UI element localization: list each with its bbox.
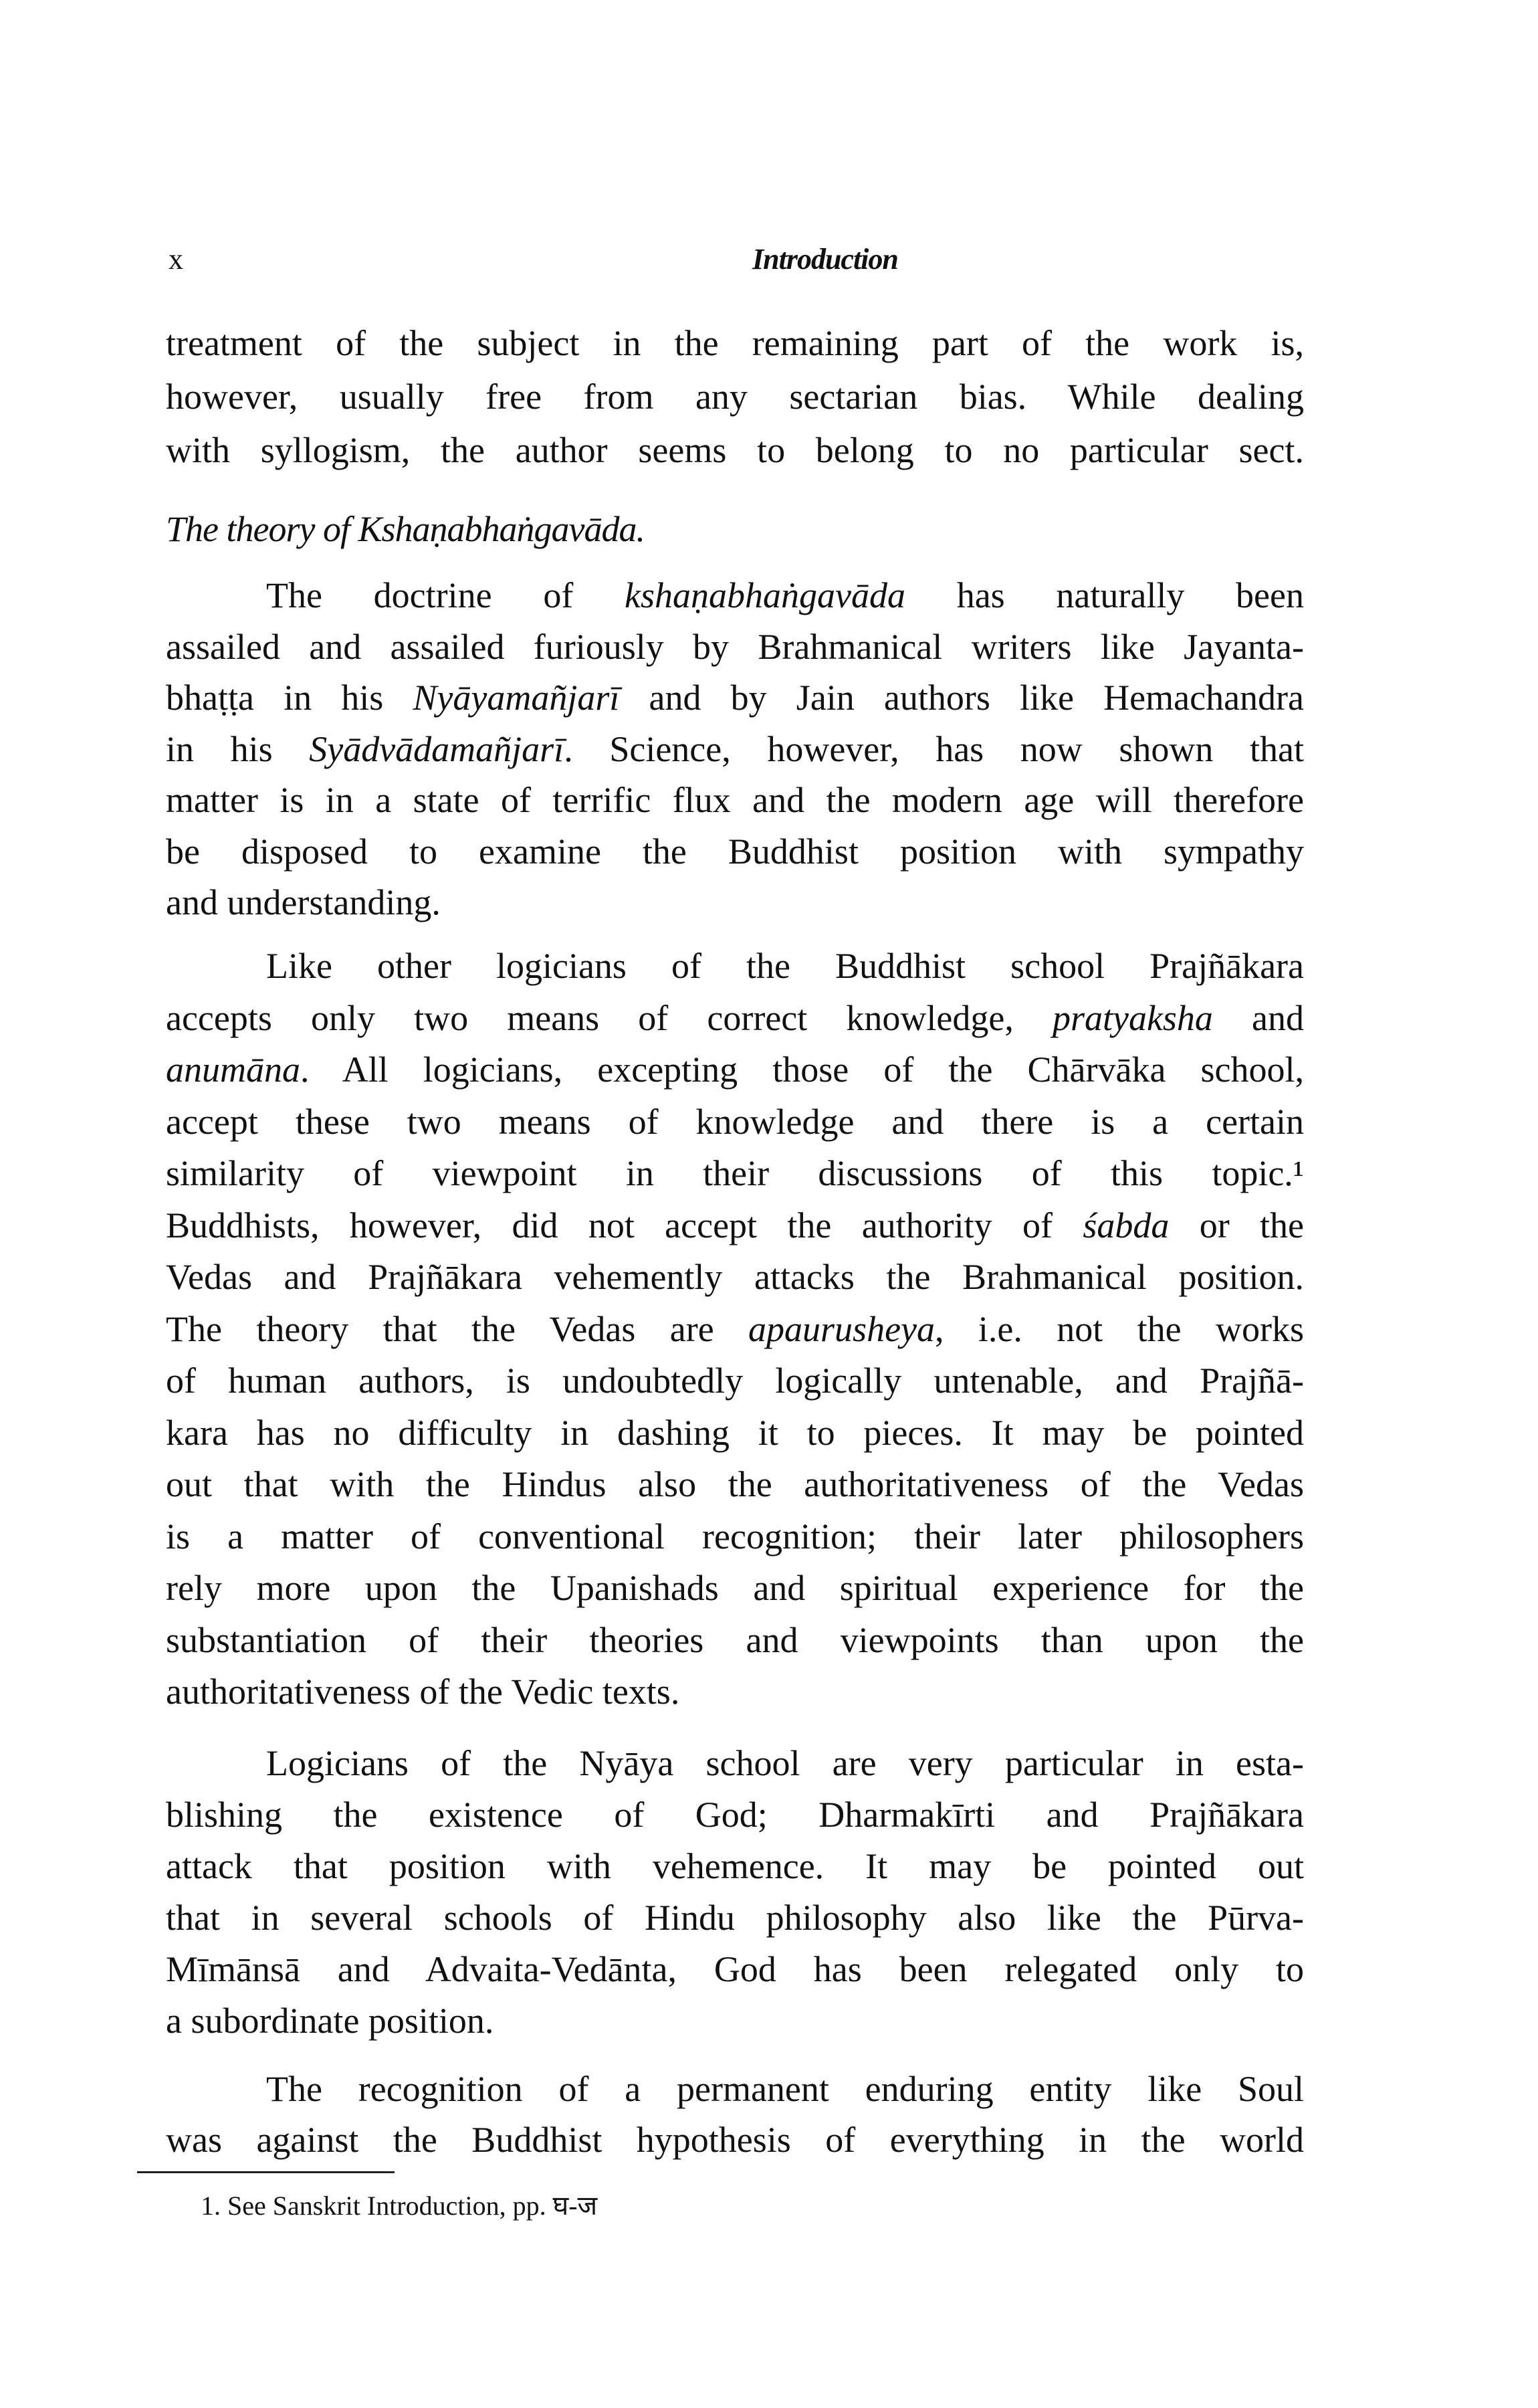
- page-number: x: [169, 243, 183, 276]
- text-segment: matter is in a state of terrific flux and the modern age will therefore: [166, 780, 1304, 820]
- italic-term: kshaṇabhaṅgavāda: [625, 575, 905, 615]
- text-line: [166, 625, 1304, 668]
- text-line: [166, 1308, 1304, 1350]
- text-segment: has naturally been: [905, 575, 1304, 615]
- footnote: 1. See Sanskrit Introduction, pp. घ-ज: [201, 2191, 598, 2221]
- text-line: [166, 1742, 1304, 1785]
- text-line: [166, 429, 1304, 472]
- text-line: [166, 574, 1304, 617]
- text-segment: rely more upon the Upanishads and spiritual experience for the: [166, 1568, 1304, 1608]
- text-line: [166, 2068, 1304, 2110]
- text-line: [166, 1515, 1304, 1558]
- text-segment: kara has no difficulty in dashing it to pieces. It may be pointed: [166, 1412, 1304, 1453]
- text-segment: in his: [166, 728, 310, 769]
- italic-term: Syādvādamañjarī: [309, 728, 564, 769]
- text-line: [166, 1100, 1304, 1143]
- text-line: [166, 1793, 1304, 1836]
- text-line: [166, 1567, 1304, 1609]
- text-segment: Like other logicians of the Buddhist school Prajñākara: [266, 946, 1304, 986]
- text-segment: authoritativeness of the Vedic texts.: [166, 1672, 680, 1712]
- text-line: [166, 728, 1304, 771]
- text-segment: and by Jain authors like Hemachandra: [619, 678, 1304, 718]
- text-segment: out that with the Hindus also the authoritativeness of the Vedas: [166, 1464, 1304, 1504]
- text-line: [166, 779, 1304, 821]
- text-segment: be disposed to examine the Buddhist position with sympathy: [166, 831, 1304, 872]
- text-line: [166, 881, 1304, 924]
- text-segment: . All logicians, excepting those of the Chārvāka school,: [300, 1049, 1304, 1090]
- text-segment: Logicians of the Nyāya school are very particular in esta-: [266, 1743, 1304, 1783]
- italic-term: śabda: [1083, 1205, 1170, 1245]
- section-heading: The theory of Kshaṇabhaṅgavāda.: [166, 509, 645, 549]
- text-segment: that in several schools of Hindu philosophy also like the Pūrva-: [166, 1898, 1304, 1938]
- text-segment: Buddhists, however, did not accept the authority of: [166, 1205, 1083, 1245]
- text-line: [166, 375, 1304, 418]
- italic-term: apaurusheya: [748, 1308, 936, 1349]
- italic-term: pratyaksha: [1052, 997, 1213, 1038]
- footnote-rule: [137, 2171, 395, 2173]
- text-line: [166, 676, 1304, 719]
- text-segment: attack that position with vehemence. It may be pointed out: [166, 1846, 1304, 1886]
- text-segment: accept these two means of knowledge and there is a certain: [166, 1101, 1304, 1142]
- text-segment: blishing the existence of God; Dharmakīrti and Prajñākara: [166, 1795, 1304, 1835]
- italic-term: anumāna: [166, 1049, 300, 1090]
- text-segment: treatment of the subject in the remaining part of the work is,: [166, 323, 1304, 363]
- text-line: [166, 830, 1304, 873]
- text-line: [166, 1048, 1304, 1091]
- text-line: [166, 1152, 1304, 1195]
- text-line: [166, 1948, 1304, 1991]
- text-segment: bhaṭṭa in his: [166, 678, 413, 718]
- text-line: [166, 1670, 1304, 1713]
- text-line: [166, 1999, 1304, 2042]
- text-segment: was against the Buddhist hypothesis of everything in the world: [166, 2120, 1304, 2160]
- text-segment: a subordinate position.: [166, 2001, 494, 2041]
- text-segment: or the: [1169, 1205, 1304, 1245]
- text-segment: however, usually free from any sectarian bias. While dealing: [166, 377, 1304, 417]
- text-segment: is a matter of conventional recognition; their later philosophers: [166, 1516, 1304, 1557]
- text-line: [166, 997, 1304, 1039]
- text-line: [166, 1845, 1304, 1888]
- text-segment: and: [1212, 997, 1305, 1038]
- text-line: [166, 2118, 1304, 2161]
- text-segment: The theory that the Vedas are: [166, 1308, 749, 1349]
- text-segment: . Science, however, has now shown that: [564, 728, 1304, 769]
- text-line: [166, 1359, 1304, 1402]
- text-line: [166, 944, 1304, 987]
- text-line: [166, 1463, 1304, 1506]
- text-line: [166, 1411, 1304, 1454]
- text-line: [166, 1619, 1304, 1662]
- text-line: [166, 1896, 1304, 1939]
- text-segment: similarity of viewpoint in their discussions of this topic.¹: [166, 1153, 1304, 1193]
- text-segment: The doctrine of: [266, 575, 625, 615]
- text-segment: accepts only two means of correct knowledge,: [166, 997, 1053, 1038]
- text-line: [166, 1256, 1304, 1298]
- text-segment: assailed and assailed furiously by Brahmanical writers like Jayanta-: [166, 626, 1304, 667]
- text-segment: Vedas and Prajñākara vehemently attacks the Brahmanical position.: [166, 1257, 1304, 1297]
- text-line: [166, 1204, 1304, 1247]
- text-segment: of human authors, is undoubtedly logically untenable, and Prajñā-: [166, 1361, 1304, 1401]
- text-line: [166, 322, 1304, 365]
- text-segment: substantiation of their theories and viewpoints than upon the: [166, 1619, 1304, 1660]
- text-segment: and understanding.: [166, 882, 441, 922]
- italic-term: Nyāyamañjarī: [413, 678, 620, 718]
- text-segment: Mīmānsā and Advaita-Vedānta, God has been relegated only to: [166, 1949, 1304, 1989]
- text-segment: , i.e. not the works: [935, 1308, 1304, 1349]
- running-head: Introduction: [752, 243, 898, 276]
- text-segment: The recognition of a permanent enduring entity like Soul: [266, 2069, 1304, 2109]
- text-segment: with syllogism, the author seems to belong to no particular sect.: [166, 430, 1304, 470]
